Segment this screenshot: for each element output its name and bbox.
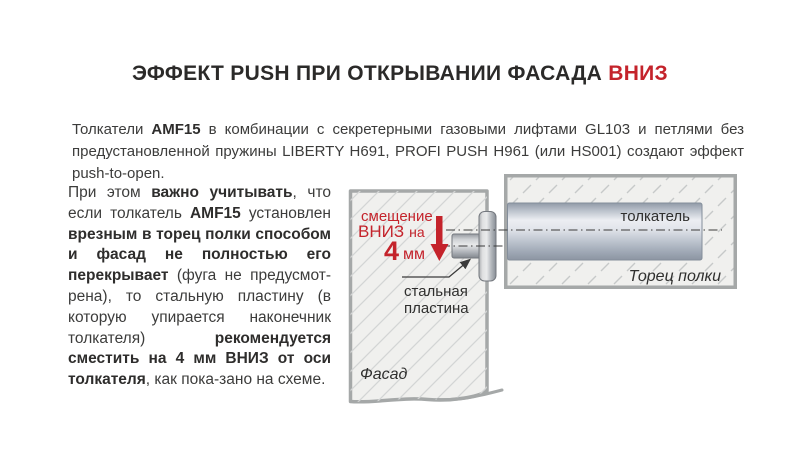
offset-value: 4 [384, 236, 400, 266]
pusher-label: толкатель [620, 208, 690, 225]
note-bold-3: рекомендуется сместить на 4 мм ВНИЗ от оси толкателя [68, 329, 331, 389]
intro-text: Толкатели [72, 121, 152, 138]
shelf-label: Торец полки [628, 268, 721, 285]
page-title-highlight: ВНИЗ [608, 62, 669, 85]
note-text-5: , как пока-зано на схеме. [145, 371, 326, 389]
note-bold-2: врезным в торец полки способом и фасад не полностью его перекрывает [68, 225, 331, 285]
facade-label: Фасад [360, 366, 408, 383]
offset-line1: смещение [361, 208, 433, 225]
note-text-2: , что если толкатель [68, 184, 331, 222]
page-title-text: ЭФФЕКТ PUSH ПРИ ОТКРЫВАНИИ ФАСАДА [131, 62, 609, 85]
offset-line2-rest: на [409, 224, 425, 240]
plate-label-line1: стальная [404, 283, 468, 300]
plate-label-line2: пластина [404, 300, 469, 317]
note-text-4: (фуга не предусмот-рена), то стальную пластину (в которую упирается наконечник толкателя) [68, 267, 331, 347]
note-text-1: При этом [68, 184, 152, 201]
note-bold-1: важно учитывать [151, 184, 293, 201]
note-text-3: установлен [240, 204, 331, 222]
intro-text-rest: в комбинации с секретерными газовыми лифтами GL103 и петлями без предустановленной пружины LIBERTY H691, PROFI PUSH H961 (или HS001) создают эффект push-to-open. [72, 121, 745, 182]
offset-unit: мм [403, 246, 425, 263]
intro-bold-amf15: AMF15 [151, 121, 201, 138]
note-bold-amf15: AMF15 [189, 204, 241, 222]
offset-line2-caps: ВНИЗ [358, 222, 405, 241]
